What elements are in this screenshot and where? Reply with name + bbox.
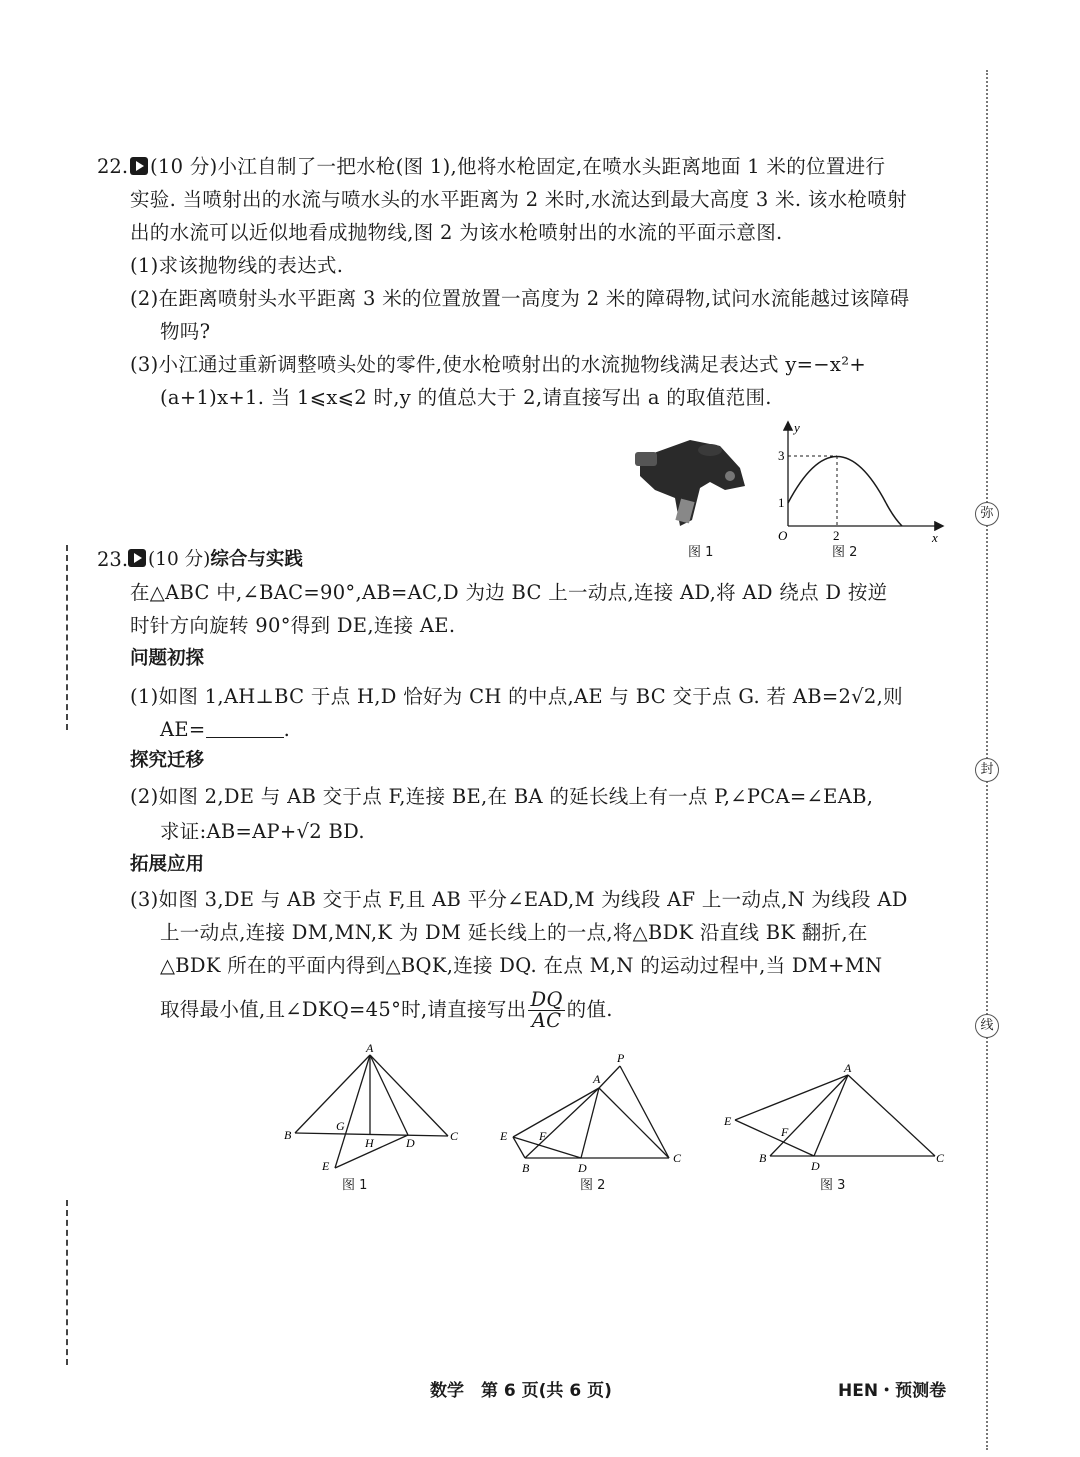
svg-text:E: E [724,1114,732,1128]
q23-part1-line1: (1)如图 1,AH⊥BC 于点 H,D 恰好为 CH 的中点,AE 与 BC 交于点 G. 若 AB=2√2,则 [130,685,903,708]
q23-section1: 问题初探 [130,648,205,669]
q23-fig1-caption: 图 1 [342,1178,368,1193]
svg-text:G: G [336,1119,345,1133]
q23-title: 综合与实践 [210,549,303,570]
svg-text:F: F [539,1129,547,1143]
q23-fig3-caption: 图 3 [820,1178,846,1193]
water-gun-image [630,428,755,533]
footer-brand: HEN・预测卷 [838,1381,947,1401]
seal-feng: 封 [975,758,999,782]
q23-section3: 拓展应用 [130,854,205,875]
q23-figure-2 [495,1050,690,1175]
q22-stem-line3: 出的水流可以近似地看成抛物线,图 2 为该水枪喷射出的水流的平面示意图. [130,221,783,244]
q23-score: (10 分) [148,549,211,570]
svg-text:B: B [284,1128,292,1142]
q22-part2-line1: (2)在距离喷射头水平距离 3 米的位置放置一高度为 2 米的障碍物,试问水流能越过该障碍 [130,287,910,310]
q23-part3-line4: 取得最小值,且∠DKQ=45°时,请直接写出 $\frac{DQ}{AC}$ 的值. [160,988,613,1032]
svg-text:D: D [811,1159,820,1173]
label-y: y [794,420,800,435]
q23-number: 23. [97,548,129,571]
q23-figure-3 [720,1058,950,1173]
q23-figure-1 [280,1040,465,1170]
label-y1: 1 [778,495,785,510]
q23-stem-line1: 在△ABC 中,∠BAC=90°,AB=AC,D 为边 BC 上一动点,连接 AD,将 AD 绕点 D 按逆 [130,581,888,604]
svg-text:B: B [522,1161,530,1175]
footer-page-info: 数学 第 6 页(共 6 页) [430,1381,612,1401]
binding-line-left-bottom [66,1200,68,1365]
svg-text:C: C [450,1129,459,1143]
q23-part3-line1: (3)如图 3,DE 与 AB 交于点 F,且 AB 平分∠EAD,M 为线段 AF 上一动点,N 为线段 AD [130,888,908,911]
q22-stem-text1: 小江自制了一把水枪(图 1),他将水枪固定,在喷水头距离地面 1 米的位置进行 [217,155,886,178]
q22-stem-line2: 实验. 当喷射出的水流与喷水头的水平距离为 2 米时,水流达到最大高度 3 米. 该水枪喷射 [130,188,907,211]
svg-text:D: D [578,1161,587,1175]
svg-text:P: P [617,1051,625,1065]
q22-fig1-caption: 图 1 [688,545,714,560]
svg-text:A: A [844,1061,852,1075]
q22-part1: (1)求该抛物线的表达式. [130,254,344,277]
svg-text:F: F [781,1125,789,1139]
q22-part3-line1: (3)小江通过重新调整喷头处的零件,使水枪喷射出的水流抛物线满足表达式 y=−x²+ [130,353,866,376]
q22-part2-line2: 物吗? [160,320,211,343]
seal-xian: 线 [975,1014,999,1038]
q23-part2-line1: (2)如图 2,DE 与 AB 交于点 F,连接 BE,在 BA 的延长线上有一点 P,∠PCA=∠EAB, [130,785,874,808]
q22-part3-line2: (a+1)x+1. 当 1⩽x⩽2 时,y 的值总大于 2,请直接写出 a 的取值范围. [160,386,772,409]
svg-text:C: C [936,1151,945,1165]
q22-score: (10 分) [150,155,218,178]
q23-part1-ae: AE= [160,718,206,741]
label-origin: O [778,528,788,543]
q23-header [128,545,303,575]
svg-text:D: D [406,1136,415,1150]
q23-section2: 探究迁移 [130,750,205,771]
label-x: x [932,530,938,543]
q23-part3-line3: △BDK 所在的平面内得到△BQK,连接 DQ. 在点 M,N 的运动过程中,当 DM+MN [160,954,883,977]
video-play-icon[interactable] [130,157,148,175]
answer-blank[interactable] [206,737,284,738]
q23-part3-line2: 上一动点,连接 DM,MN,K 为 DM 延长线上的一点,将△BDK 沿直线 BK 翻折,在 [160,921,868,944]
svg-text:E: E [322,1159,330,1170]
binding-line-left-top [66,545,68,730]
svg-text:A: A [366,1041,374,1055]
parabola-graph [770,418,950,543]
video-play-icon-2[interactable] [128,549,146,567]
fraction-dq-ac: $\frac{DQ}{AC}$ [530,988,563,1032]
q22-fig2-caption: 图 2 [832,545,858,560]
label-y3: 3 [778,448,785,463]
q23-stem-line2: 时针方向旋转 90°得到 DE,连接 AE. [130,614,456,637]
svg-text:H: H [365,1136,374,1150]
svg-text:C: C [673,1151,682,1165]
q23-part2-line2: 求证:AB=AP+√2 BD. [160,820,365,843]
q23-part1-line2: AE= . [160,718,291,741]
seal-mi: 弥 [975,502,999,526]
label-x2: 2 [833,528,840,543]
q22-number: 22. [97,155,129,178]
q23-fig2-caption: 图 2 [580,1178,606,1193]
svg-text:A: A [593,1072,601,1086]
svg-text:B: B [759,1151,767,1165]
svg-text:E: E [500,1129,508,1143]
q22-stem-line1 [130,150,950,183]
